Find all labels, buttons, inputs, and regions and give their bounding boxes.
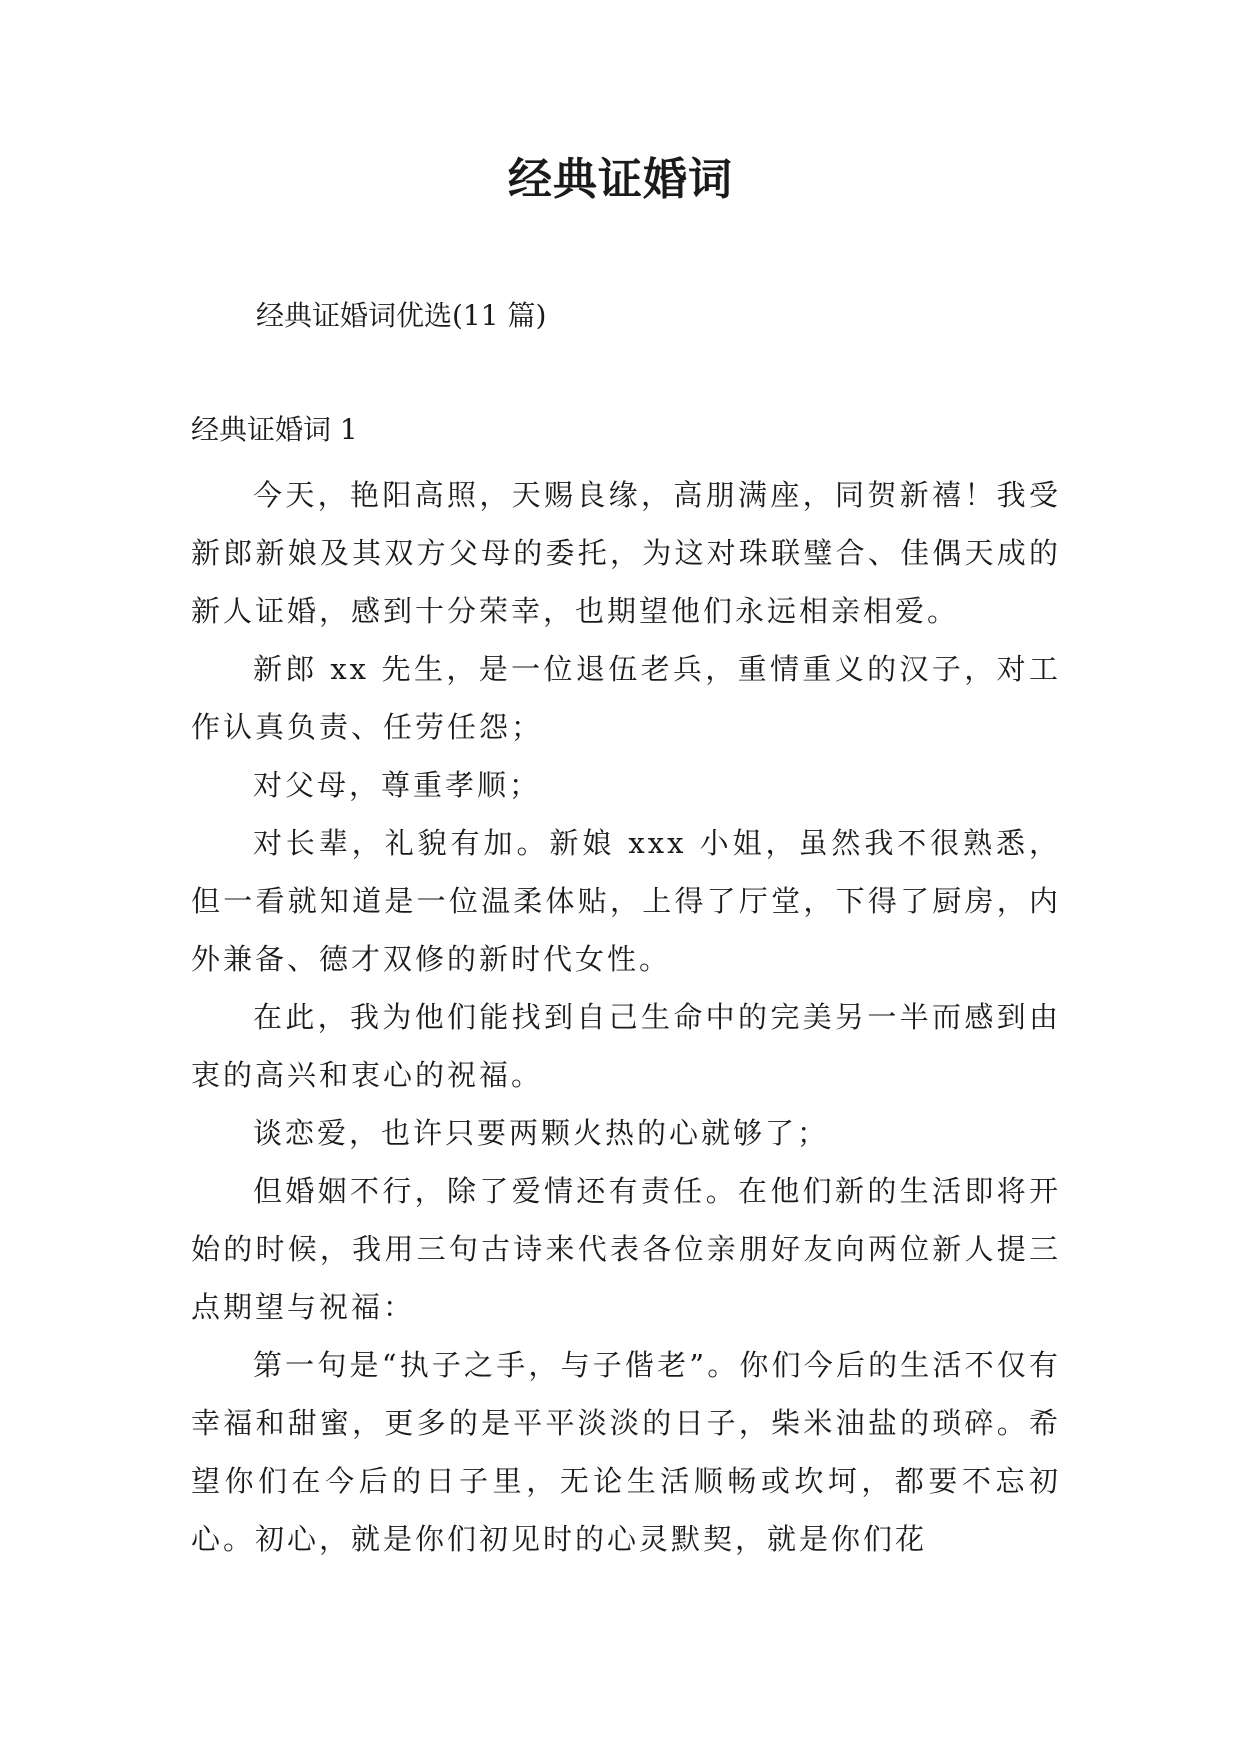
paragraph: 但婚姻不行，除了爱情还有责任。在他们新的生活即将开始的时候，我用三句古诗来代表各位亲朋好友向两位新人提三点期望与祝福： (191, 1174, 1061, 1324)
paragraph: 对父母，尊重孝顺； (253, 768, 542, 802)
paragraph: 第一句是“执子之手，与子偕老”。你们今后的生活不仅有幸福和甜蜜，更多的是平平淡淡的日子，柴米油盐的琐碎。希望你们在今后的日子里，无论生活顺畅或坎坷，都要不忘初心。初心，就是你们初见时的心灵默契，就是你们花 (191, 1348, 1061, 1556)
section-heading: 经典证婚词 1 (191, 413, 358, 446)
paragraph: 新郎 xx 先生，是一位退伍老兵，重情重义的汉子，对工作认真负责、任劳任怨； (191, 652, 1061, 744)
paragraph: 谈恋爱，也许只要两颗火热的心就够了； (253, 1116, 830, 1150)
paragraph: 在此，我为他们能找到自己生命中的完美另一半而感到由衷的高兴和衷心的祝福。 (191, 1000, 1061, 1092)
document-subtitle: 经典证婚词优选(11 篇) (256, 299, 547, 332)
paragraph: 对长辈，礼貌有加。新娘 xxx 小姐，虽然我不很熟悉，但一看就知道是一位温柔体贴，上得了厅堂，下得了厨房，内外兼备、德才双修的新时代女性。 (191, 826, 1061, 976)
paragraph: 今天，艳阳高照，天赐良缘，高朋满座，同贺新禧！我受新郎新娘及其双方父母的委托，为这对珠联璧合、佳偶天成的新人证婚，感到十分荣幸，也期望他们永远相亲相爱。 (191, 478, 1061, 628)
document-title: 经典证婚词 (508, 154, 733, 205)
body-text (191, 466, 1061, 1568)
